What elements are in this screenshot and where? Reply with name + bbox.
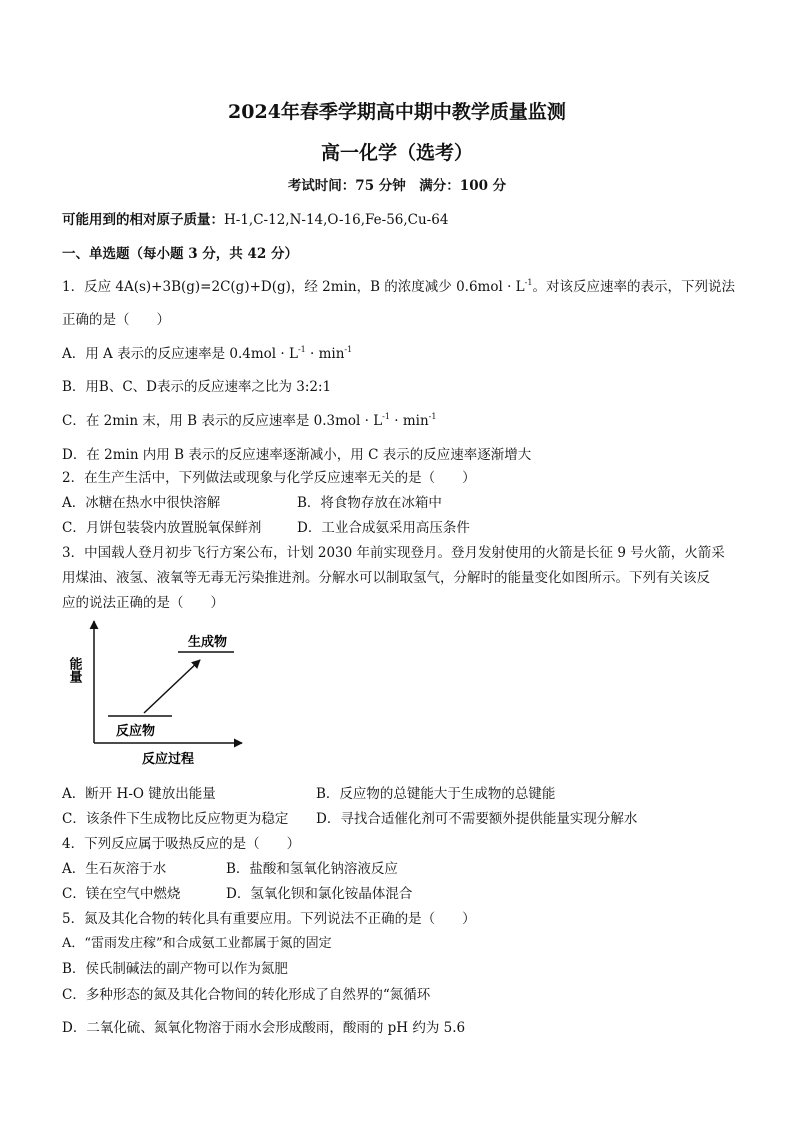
q1-stem-line1 — [62, 275, 735, 295]
atomic-masses — [62, 208, 448, 228]
q1-a-sup1: -1 — [297, 345, 306, 354]
x-axis-label: 反应过程 — [142, 752, 195, 767]
atomic-masses-label: 可能用到的相对原子质量： — [62, 212, 224, 228]
q1-a-sup2: -1 — [344, 345, 353, 354]
q1-stem-sup: -1 — [524, 278, 533, 287]
reaction-arrow — [144, 660, 200, 713]
q3-option-d: D．寻找合适催化剂可不需要额外提供能量实现分解水 — [316, 811, 638, 827]
q1-option-a — [62, 342, 352, 362]
q1-stem-line2: 正确的是（ ） — [62, 312, 170, 328]
q5-stem: 5．氮及其化合物的转化具有重要应用。下列说法不正确的是（ ） — [62, 911, 476, 927]
q1-option-d: D．在 2min 内用 B 表示的反应速率逐渐减小，用 C 表示的反应速率逐渐增大 — [62, 447, 532, 463]
y-axis-label: 能量 — [66, 657, 82, 683]
q1-option-c — [62, 409, 436, 429]
q5-option-b: B．侯氏制碱法的副产物可以作为氮肥 — [62, 961, 288, 977]
q3-stem-line1: 3．中国载人登月初步飞行方案公布，计划 2030 年前实现登月。登月发射使用的火箭是长征 9 号火箭，火箭采 — [62, 545, 725, 561]
product-label: 生成物 — [188, 635, 228, 650]
q1-c-sup2: -1 — [428, 412, 437, 421]
q2-option-a: A．冰糖在热水中很快溶解 — [62, 495, 221, 511]
q1-stem-part-a: 1．反应 4A(s)+3B(g)=2C(g)+D(g)，经 2min，B 的浓度减少 0.6mol · L — [62, 279, 525, 295]
q3-option-b: B．反应物的总键能大于生成物的总键能 — [316, 786, 556, 802]
q4-option-a: A．生石灰溶于水 — [62, 861, 167, 877]
q3-stem-line3: 应的说法正确的是（ ） — [62, 595, 224, 611]
q2-stem: 2．在生产生活中，下列做法或现象与化学反应速率无关的是（ ） — [62, 470, 476, 486]
q3-option-c: C．该条件下生成物比反应物更为稳定 — [62, 811, 289, 827]
q4-option-b: B．盐酸和氢氧化钠溶液反应 — [226, 861, 398, 877]
q4-option-d: D．氢氧化钡和氯化铵晶体混合 — [226, 886, 413, 902]
section-heading: 一、单选题（每小题 3 分，共 42 分） — [62, 246, 298, 262]
q1-a-unit: · min — [305, 346, 345, 362]
q5-option-d: D．二氧化硫、氮氧化物溶于雨水会形成酸雨，酸雨的 pH 约为 5.6 — [62, 1020, 466, 1036]
q3-option-a: A．断开 H-O 键放出能量 — [62, 786, 216, 802]
q1-option-b: B．用B、C、D表示的反应速率之比为 3:2:1 — [62, 379, 332, 395]
q5-option-a: A．“雷雨发庄稼”和合成氨工业都属于氮的固定 — [62, 936, 332, 951]
reactant-label: 反应物 — [116, 724, 156, 739]
exam-subtitle: 高一化学（选考） — [320, 142, 473, 164]
exam-info: 考试时间：75 分钟 满分：100 分 — [287, 178, 507, 194]
energy-diagram — [62, 615, 252, 770]
q5-option-c: C．多种形态的氮及其化合物间的转化形成了自然界的“氮循环 — [62, 987, 431, 1003]
q1-c-unit: · min — [389, 413, 429, 429]
exam-title: 2024年春季学期高中期中教学质量监测 — [228, 101, 566, 123]
q4-stem: 4．下列反应属于吸热反应的是（ ） — [62, 836, 301, 852]
q2-option-c: C．月饼包装袋内放置脱氧保鲜剂 — [62, 520, 262, 536]
q1-stem-part-b: 。对该反应速率的表示，下列说法 — [532, 279, 735, 295]
q3-stem-line2: 用煤油、液氢、液氧等无毒无污染推进剂。分解水可以制取氢气，分解时的能量变化如图所示。下列有关该反 — [62, 570, 710, 586]
q1-c-text: C．在 2min 末，用 B 表示的反应速率是 0.3mol · L — [62, 413, 383, 429]
atomic-masses-values: H-1,C-12,N-14,O-16,Fe-56,Cu-64 — [224, 212, 449, 228]
q1-a-text: A．用 A 表示的反应速率是 0.4mol · L — [62, 346, 298, 362]
q2-option-d: D．工业合成氨采用高压条件 — [297, 520, 470, 536]
q2-option-b: B．将食物存放在冰箱中 — [297, 495, 442, 511]
q1-c-sup1: -1 — [382, 412, 390, 421]
q4-option-c: C．镁在空气中燃烧 — [62, 886, 181, 902]
